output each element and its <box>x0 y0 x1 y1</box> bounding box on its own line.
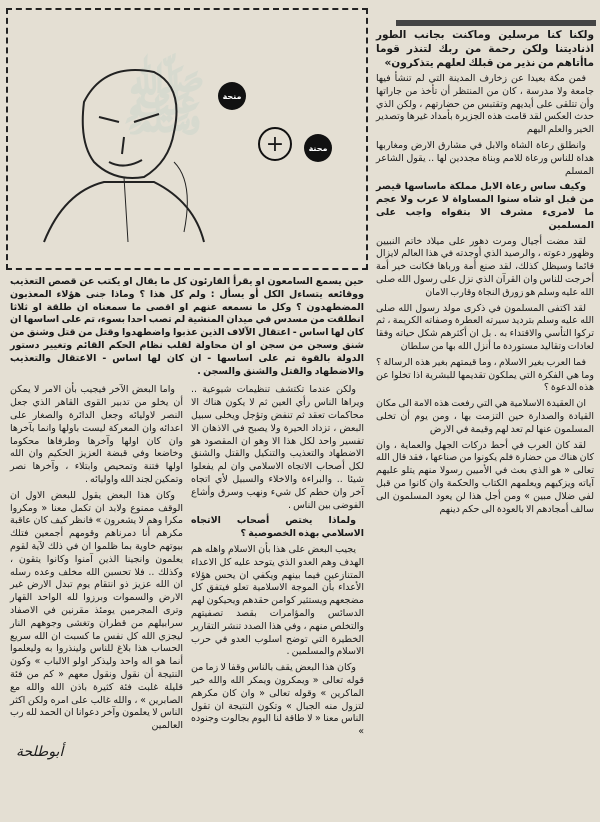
badge-ordeal: محنة <box>304 134 332 162</box>
plus-icon: + <box>258 127 292 161</box>
paragraph: لقد كان العرب في أحط دركات الجهل والعماية ، وان كان هناك من حضارة فلم يكونوا من صناعها ، فقد قال الله تعالى « هو الذي بعث في الأميين رسولا منهم يتلو عليهم آياته ويزكيهم ويعلمهم الكتاب والحكمة وان كانوا من قبل لفي ضلال مبين » ومن أجل هذا لن يعود المسلمون الى سالف أمجادهم الا بالعودة الى حكم دينهم <box>376 439 594 515</box>
illustration-frame <box>6 8 368 270</box>
author-signature: أبوطلحة <box>16 743 64 760</box>
poem: وكيف ساس رعاة الابل مملكة ماساسها قيصر من قبل او شاه سنوا المساواة لا عرب ولا عجم ما لامرىء مشرف الا بتقواه واجب على المسلمين <box>376 181 594 231</box>
paragraph: لقد مضت أجيال ومرت دهور على ميلاد خاتم النبيين وظهور دعوته ، والرصيد الذي أوجدته في هذا العالم لايزال قائما وسيظل كذلك، لقد صنع أمة ورباها فكانت خير أمة أخرجت للناس وان القرآن الذي نزل على رسول الله صلى الله عليه وسلم هو زورق النجاة وقارب الامان <box>376 235 594 298</box>
quran-quote: ولكنا كنا مرسلين وماكنت بجانب الطور اذناديتنا ولكن رحمة من ربك لتنذر قوما ماأتاهم من نذير من قبلك لعلهم يتذكرون» <box>376 29 594 69</box>
paragraph: وكان هذا البعض يقف بالناس وقفا لا زما من قوله تعالى « ويمكرون ويمكر الله والله خير الماكرين » وقوله تعالى « وان كان مكرهم لتزول منه الجبال » وتكون النتيجة ان تقول الناس معنا « لا طاقة لنا اليوم بجالوت وجنوده » <box>191 662 364 738</box>
paragraph: ولكن عندما تكتشف تنظيمات شيوعية .. ويراها الناس رأي العين ثم لا يكون هناك الا محاكمات تعقد ثم تنفض وتؤجل ويخلى سبيل البعض ، تزداد الحيرة ولا يصبح في الاذهان الا تفسير واحد لكل هذا الا وهو ان المقصود هو الاضطهاد والتعذيب والتنكيل والقتل والشنق لكل أصحاب الاتجاه الاسلامي وان لم يفعلوا شيئا .. والبراءة والاخلاء والسبيل لأي اتجاه آخر وان حطم كل شيء ونهب وسرق وأشاع الفوضى بين الناس . <box>191 384 364 511</box>
left-area <box>6 8 368 760</box>
right-column <box>376 28 594 519</box>
portrait-illustration <box>24 42 214 252</box>
header-rule <box>396 20 596 26</box>
paragraph: فما العرب بغير الاسلام ، وما قيمتهم بغير هذه الرسالة ؟ وما هي الفكرة التي يملكون تقديمها للبشرية اذا تخلوا عن هذه الدعوة ؟ <box>376 356 594 394</box>
paragraph: فمن مكة بعيدا عن زخارف المدينة التي لم تنشأ فيها جامعة ولا مدرسة ، كان من المنتظر أن تأخذ من جاراتها وأن تتلقى على أيديهم وتقتبس من حضارتهم ، ولكن الذي حدث العكس لقد قامت هذه الجزيرة بأمداد غيرها وتصدير الخير والعلم اليهم <box>376 73 594 136</box>
paragraph: لقد اكتفى المسلمون في ذكرى مولد رسول الله صلى الله عليه وسلم بترديد سيرته العطرة وصفاته الكريمة ، ثم تركوا التأسي والاقتداء به . بل ان أكثرهم شكل حياته وفقا لعادات وتقاليد مستوردة ما أنزل الله بها من سلطان <box>376 302 594 352</box>
paragraph: يجيب البعض على هذا بأن الاسلام واهله هم الهدف وهم العدو الذي يتوحد عليه كل الاعداء المتنازعين فيما بينهم ويكفي ان يحس هؤلاء الأعداء بأن الموجة الاسلامية تعلو فيتفق كل مضجعهم ويستثير كوامن حقدهم ويحيكون لهم الدسائس والمؤامرات بقصد تصفيتهم والتخلص منهم ، وفي هذا الصدد تنشر التقارير الخطيرة التي توضح اسلوب العدو في حرب الاسلام والمسلمين . <box>191 543 364 658</box>
left-column <box>10 384 183 742</box>
paragraph: وانطلق رعاة الشاة والابل في مشارق الارض ومغاربها هداة للناس ورعاة للامم وبناة مجددين لها .. يقول الشاعر المسلم <box>376 139 594 177</box>
paragraph: وكان هذا البعض يقول للبعض الاول ان الوقف ممنوع ولابد ان تكمل معنا « ومكروا مكرا وهم لا يشعرون » فانظر كيف كان عاقبة مكرهم أنا دمرناهم وقومهم أجمعين فتلك بيوتهم خاوية بما ظلموا ان في ذلك لآية لقوم يعلمون وانجينا الذين آمنوا وكانوا يتقون ، وكذلك .. فلا تحسبن الله مخلف وعده رسله ان الله عزيز ذو انتقام يوم تبدل الارض غير الارض والسموات وبرزوا لله الواحد القهار وترى المجرمين يومئذ مقرنين في الاصفاد سرابيلهم من قطران وتغشى وجوههم النار ليجزي الله كل نفس ما كسبت ان الله سريع الحساب هذا بلاغ للناس ولينذروا به وليعلموا أنما هو اله واحد وليذكر اولو الالباب » وكون النتيجة أن نقول ونقول معهم « كم من فئة قليلة غلبت فئة كثيرة باذن الله والله مع الصابرين » ، والله غالب على امره ولكن اكثر الناس لا يعلمون وآخر دعوانا ان الحمد لله رب العالمين <box>10 489 183 732</box>
middle-column <box>191 384 364 742</box>
intro-paragraph: حين يسمع السامعون او يقرأ القارئون كل ما يقال او يكتب عن قصص التعذيب ووقائعه يتساءل الكل أو يسأل : ولم كل هذا ؟ وماذا جنى هؤلاء المعذبون المضطهدون ؟ وكل ما نسمعه عنهم او اقصى ما سمعناه ان طلقة او ثلاثا انطلقت من مسدس في ميدان المنشية لم تصب احدا بسوء، تم على اساسها ان كان لها اساس - اعتقال الآلاف الذين عذبوا واضطهدوا وقتل من قتل وشنق من شنق وسجن من سجن او ان محاولة لقلب نظام الحكم القائم وتغيير دستور الدولة بالقوة تم على اساسها - ان كان لها اساس - الاعتقال والتعذيب والاضطهاد والقتل والشنق والسجن . <box>10 276 364 377</box>
paragraph: ولماذا يختص أصحاب الاتجاه الاسلامي بهذه الخصوصية ؟ <box>191 515 364 540</box>
badge-grant: منحة <box>218 82 246 110</box>
lower-columns <box>6 384 368 742</box>
watermark-logo: ﷺ <box>122 63 207 145</box>
paragraph: ان العقيدة الاسلامية هي التي رفعت هذه الامة الى مكان القيادة والصدارة حين التزمت بها ، ومن يوم أن تخلى المسلمون عنها لم تعد لهم وقيمة في الارض <box>376 398 594 435</box>
paragraph: واما البعض الآخر فيجيب بأن الامر لا يمكن أن يخلو من تدبير القوى القاهر الذي جعل النصر لاوليائه وجعل الدائرة والصغار على اعدائه وان المعركة ليست باولها وانما بآخرها وان كان اولها وآخرها وطرفاها محكوما وخاضعا وفي قبضة العزيز الحكيم وان الله اولها فتنة وتمحيص وابتلاء ، وآخرها نصر وتمكين لجند الله واوليائه . <box>10 384 183 485</box>
